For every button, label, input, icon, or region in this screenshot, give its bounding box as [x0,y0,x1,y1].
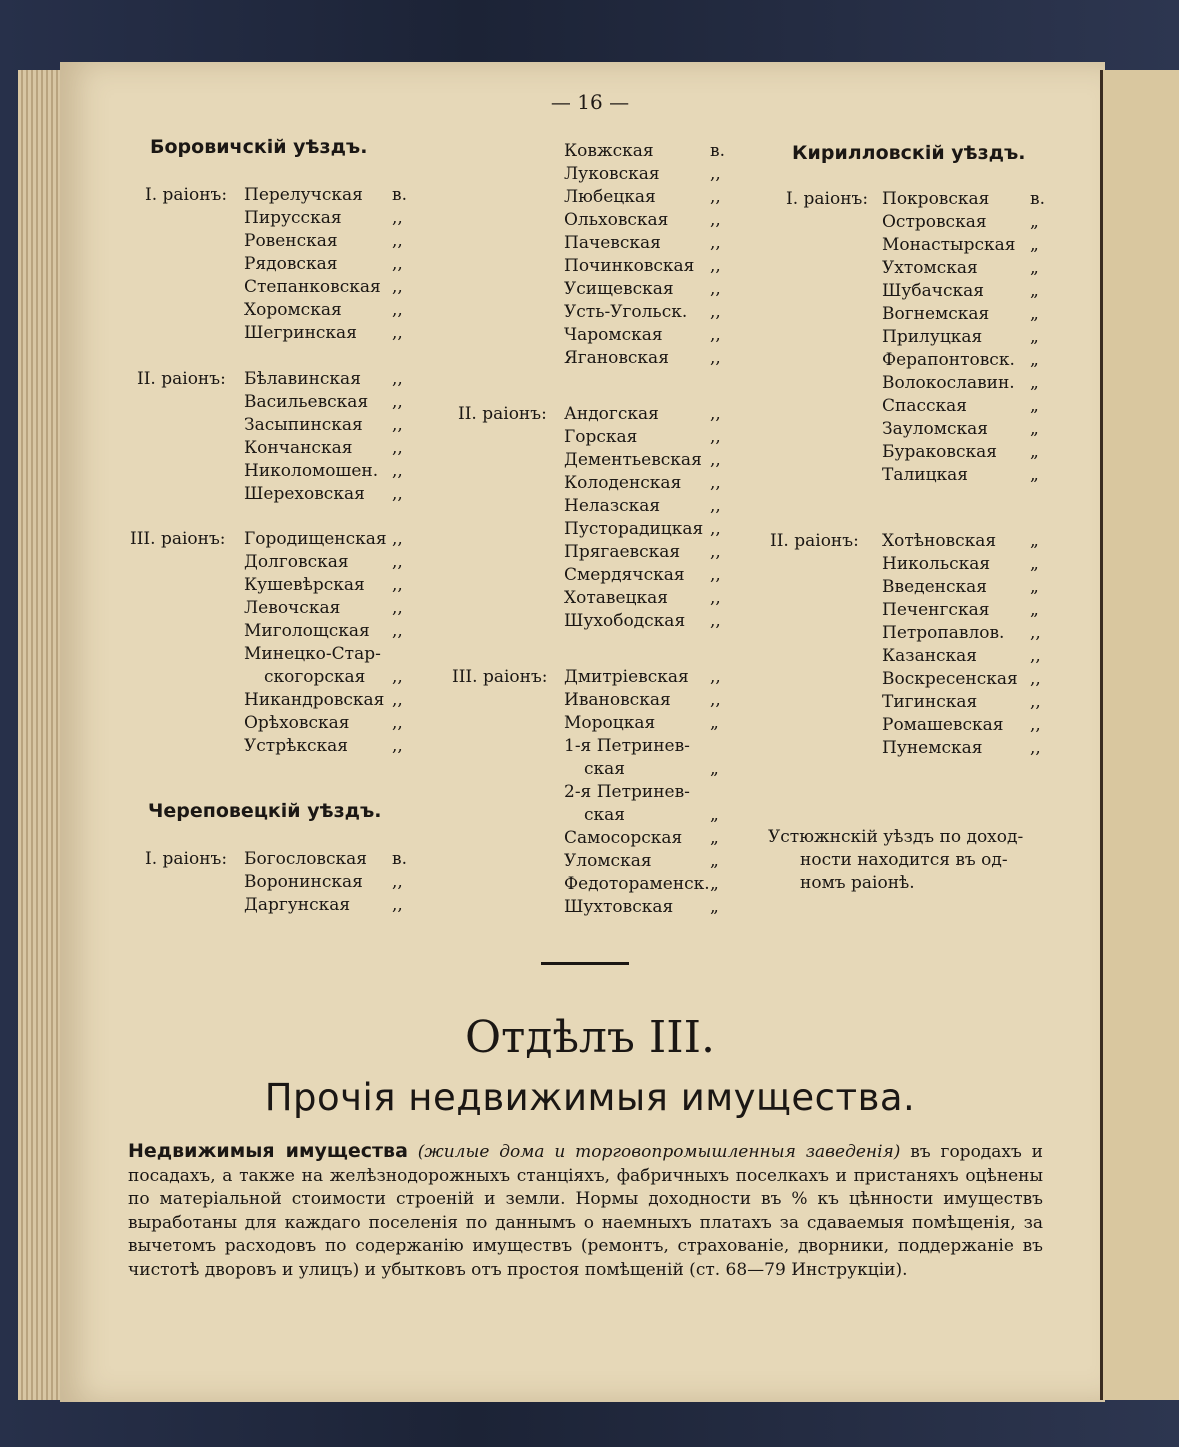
kirillov-entry-mark: „ [1030,531,1039,551]
ustyuzhna-note-line-2: ности находится въ од- [800,850,1008,870]
borovichi-entry-name: Ровенская [244,231,338,251]
cherepovets-entry-name: Нелазская [564,496,661,516]
borovichi-entry-mark: ,, [392,438,403,458]
cherepovets-raion-3-label: III. раіонъ: [452,667,548,687]
kirillov-entry-mark: „ [1030,350,1039,370]
borovichi-entry-name: Засыпинская [244,415,363,435]
cherepovets-entry-name: Пусторадицкая [564,519,704,539]
cherepovets-entry-mark: ,, [710,667,721,687]
cherepovets-entry-name: Хотавецкая [564,588,668,608]
kirillov-entry-name: Никольская [882,554,991,574]
cherepovets-entry-name: Починковская [564,256,695,276]
kirillov-entry-mark: ,, [1030,738,1041,758]
cherepovets-entry-name: 1-я Петринев- [564,736,690,756]
cherepovets-entry-name: Воронинская [244,872,363,892]
cherepovets-heading: Череповецкій уѣздъ. [148,800,382,822]
cherepovets-entry-name: Чаромская [564,325,663,345]
cherepovets-entry-mark: ,, [710,427,721,447]
cherepovets-raion-1-label: I. раіонъ: [145,849,228,869]
cherepovets-entry-mark: ,, [392,895,403,915]
borovichi-entry-mark: ,, [392,254,403,274]
kirillov-entry-mark: ,, [1030,692,1041,712]
borovichi-entry-name: Орѣховская [244,713,350,733]
cherepovets-entry-mark: ,, [710,164,721,184]
borovichi-entry-mark: в. [392,185,407,205]
cherepovets-entry-name: Смердячская [564,565,685,585]
cherepovets-entry-name: Шухободская [564,611,686,631]
borovichi-entry-mark: ,, [392,392,403,412]
kirillov-entry-name: Островская [882,212,987,232]
borovichi-entry-name: Пирусская [244,208,342,228]
borovichi-entry-mark: ,, [392,323,403,343]
borovichi-entry-name: Николомошен. [244,461,379,481]
cherepovets-entry-mark: ,, [710,233,721,253]
cherepovets-entry-mark: ,, [710,325,721,345]
borovichi-entry-name: Минецко-Стар- [244,644,381,664]
borovichi-entry-mark: ,, [392,667,403,687]
borovichi-entry-name: Перелучская [244,185,363,205]
borovichi-entry-mark: ,, [392,300,403,320]
borovichi-entry-name: Никандровская [244,690,385,710]
borovichi-entry-mark: ,, [392,369,403,389]
cherepovets-entry-name: 2-я Петринев- [564,782,690,802]
kirillov-entry-name: Ромашевская [882,715,1004,735]
borovichi-entry-name: Долговская [244,552,349,572]
kirillov-entry-mark: „ [1030,304,1039,324]
borovichi-entry-name: Рядовская [244,254,338,274]
cherepovets-entry-name: Шухтовская [564,897,674,917]
borovichi-entry-mark: ,, [392,713,403,733]
kirillov-entry-mark: „ [1030,554,1039,574]
cherepovets-entry-name: Богословская [244,849,368,869]
cherepovets-entry-mark: „ [710,828,719,848]
kirillov-entry-mark: „ [1030,258,1039,278]
section-subtitle: Прочія недвижимыя имущества. [264,1076,916,1119]
borovichi-entry-name: Кончанская [244,438,353,458]
cherepovets-entry-mark: ,, [710,187,721,207]
borovichi-raion-2-label: II. раіонъ: [137,369,226,389]
kirillov-entry-mark: ,, [1030,623,1041,643]
kirillov-entry-name: Талицкая [882,465,969,485]
kirillov-entry-mark: „ [1030,600,1039,620]
kirillov-raion-1-label: I. раіонъ: [786,189,869,209]
kirillov-entry-name: Печенгская [882,600,990,620]
cherepovets-entry-mark: ,, [710,450,721,470]
cherepovets-entry-mark: ,, [710,496,721,516]
cherepovets-entry-mark: ,, [392,872,403,892]
borovichi-entry-name: скогорская [264,667,366,687]
kirillov-entry-name: Покровская [882,189,990,209]
kirillov-entry-name: Волокославин. [882,373,1015,393]
ustyuzhna-note-line-3: номъ раіонѣ. [800,873,915,893]
kirillov-entry-name: Ухтомская [882,258,978,278]
cherepovets-entry-mark: ,, [710,256,721,276]
kirillov-entry-mark: „ [1030,281,1039,301]
cherepovets-entry-mark: „ [710,897,719,917]
kirillov-entry-mark: „ [1030,396,1039,416]
borovichi-entry-mark: ,, [392,415,403,435]
cherepovets-entry-mark: „ [710,713,719,733]
cherepovets-entry-name: Горская [564,427,638,447]
cherepovets-entry-mark: ,, [710,302,721,322]
kirillov-entry-name: Бураковская [882,442,997,462]
cherepovets-entry-mark: ,, [710,588,721,608]
paragraph-lead: Недвижимыя имущества [128,1140,408,1162]
kirillov-entry-name: Хотѣновская [882,531,997,551]
kirillov-raion-2-label: II. раіонъ: [770,531,859,551]
cherepovets-entry-name: Уломская [564,851,652,871]
borovichi-entry-mark: ,, [392,621,403,641]
cherepovets-entry-mark: ,, [710,519,721,539]
borovichi-raion-3-label: III. раіонъ: [130,529,226,549]
kirillov-entry-name: Пунемская [882,738,983,758]
cherepovets-entry-mark: ,, [710,348,721,368]
cherepovets-entry-mark: ,, [710,210,721,230]
borovichi-entry-name: Городищенская [244,529,387,549]
borovichi-entry-name: Шегринская [244,323,357,343]
kirillov-entry-mark: „ [1030,212,1039,232]
borovichi-entry-mark: ,, [392,529,403,549]
ustyuzhna-note-line-1: Устюжнскій уѣздъ по доход- [768,827,1024,847]
borovichi-entry-mark: ,, [392,208,403,228]
section-divider [541,962,629,965]
cherepovets-entry-mark: „ [710,805,719,825]
cherepovets-entry-mark: ,, [710,690,721,710]
borovichi-entry-name: Васильевская [244,392,369,412]
cherepovets-entry-name: Даргунская [244,895,351,915]
cherepovets-entry-mark: ,, [710,542,721,562]
borovichi-entry-mark: ,, [392,277,403,297]
borovichi-entry-name: Устрѣкская [244,736,348,756]
cherepovets-entry-name: ская [584,805,626,825]
borovichi-entry-name: Бѣлавинская [244,369,361,389]
section-paragraph [128,1140,1043,1282]
cherepovets-entry-name: Федотораменск. [564,874,710,894]
borovichi-entry-mark: ,, [392,484,403,504]
cherepovets-entry-mark: в. [392,849,407,869]
cherepovets-entry-name: Усть-Угольск. [564,302,688,322]
borovichi-entry-mark: ,, [392,552,403,572]
kirillov-entry-mark: „ [1030,419,1039,439]
borovichi-entry-mark: ,, [392,461,403,481]
borovichi-entry-name: Левочская [244,598,341,618]
kirillov-entry-name: Ферапонтовск. [882,350,1015,370]
cherepovets-raion-2-label: II. раіонъ: [458,404,547,424]
cherepovets-entry-mark: ,, [710,404,721,424]
paragraph-text: въ городахъ и посадахъ, а также на желѣзнодорожныхъ станціяхъ, фабричныхъ поселкахъ и пристаняхъ оцѣнены по матеріальной стоимости строеній и земли. Нормы доходности въ % къ цѣнности имуществъ выработаны для каждаго поселенія по даннымъ о наемныхъ платахъ за сдаваемыя помѣщенія, за вычетомъ расходовъ по содержанію имуществъ (ремонтъ, страхованіе, дворники, поддержаніе въ чистотѣ дворовъ и улицъ) и убытковъ отъ простоя помѣщеній (ст. 68—79 Инструкціи). [128,1142,1043,1280]
borovichi-entry-name: Миголощская [244,621,370,641]
kirillov-entry-mark: „ [1030,577,1039,597]
kirillov-entry-name: Монастырская [882,235,1016,255]
cherepovets-entry-mark: ,, [710,611,721,631]
borovichi-raion-1-label: I. раіонъ: [145,185,228,205]
cherepovets-entry-name: Дементьевская [564,450,702,470]
kirillov-entry-name: Шубачская [882,281,985,301]
cherepovets-entry-name: Пачевская [564,233,661,253]
facing-page-edge [1100,70,1179,1400]
cherepovets-entry-name: Андогская [564,404,659,424]
kirillov-entry-name: Воскресенская [882,669,1018,689]
cherepovets-entry-name: Прягаевская [564,542,681,562]
page-number: — 16 — [550,90,630,114]
cherepovets-entry-mark: ,, [710,473,721,493]
borovichi-entry-mark: ,, [392,575,403,595]
borovichi-entry-mark: ,, [392,598,403,618]
kirillov-entry-name: Казанская [882,646,978,666]
cherepovets-entry-mark: „ [710,759,719,779]
kirillov-entry-mark: ,, [1030,715,1041,735]
kirillov-entry-name: Прилуцкая [882,327,983,347]
cherepovets-entry-name: Любецкая [564,187,656,207]
kirillov-entry-name: Тигинская [882,692,978,712]
kirillov-entry-mark: „ [1030,442,1039,462]
cherepovets-entry-name: ская [584,759,626,779]
cherepovets-entry-name: Дмитріевская [564,667,689,687]
borovichi-entry-mark: ,, [392,231,403,251]
kirillov-entry-mark: ,, [1030,646,1041,666]
kirillov-entry-mark: „ [1030,327,1039,347]
borovichi-entry-mark: ,, [392,736,403,756]
borovichi-entry-mark: ,, [392,690,403,710]
cherepovets-entry-name: Ягановская [564,348,669,368]
borovichi-entry-name: Шереховская [244,484,365,504]
kirillov-entry-mark: „ [1030,373,1039,393]
section-title: Отдѣлъ III. [464,1012,716,1063]
cherepovets-entry-mark: ,, [710,565,721,585]
kirillov-entry-name: Петропавлов. [882,623,1005,643]
kirillov-entry-mark: „ [1030,235,1039,255]
cherepovets-entry-mark: ,, [710,279,721,299]
cherepovets-entry-name: Ковжская [564,141,654,161]
kirillov-entry-name: Вогнемская [882,304,990,324]
borovichi-entry-name: Хоромская [244,300,342,320]
cherepovets-entry-mark: в. [710,141,725,161]
borovichi-entry-name: Степанковская [244,277,381,297]
kirillov-entry-name: Спасская [882,396,967,416]
kirillov-heading: Кирилловскій уѣздъ. [792,142,1026,164]
kirillov-entry-mark: „ [1030,465,1039,485]
kirillov-entry-mark: в. [1030,189,1045,209]
borovichi-entry-name: Кушевѣрская [244,575,365,595]
cherepovets-entry-mark: „ [710,874,719,894]
cherepovets-entry-name: Усищевская [564,279,674,299]
cherepovets-entry-name: Луковская [564,164,660,184]
kirillov-entry-mark: ,, [1030,669,1041,689]
cherepovets-entry-mark: „ [710,851,719,871]
kirillov-entry-name: Зауломская [882,419,988,439]
paragraph-italic: (жилые дома и торговопромышленныя заведенія) [417,1142,901,1162]
cherepovets-entry-name: Ивановская [564,690,671,710]
kirillov-entry-name: Введенская [882,577,987,597]
cherepovets-entry-name: Ольховская [564,210,669,230]
borovichi-heading: Боровичскій уѣздъ. [150,136,368,158]
cherepovets-entry-name: Колоденская [564,473,682,493]
cherepovets-entry-name: Мороцкая [564,713,656,733]
cherepovets-entry-name: Самосорская [564,828,683,848]
